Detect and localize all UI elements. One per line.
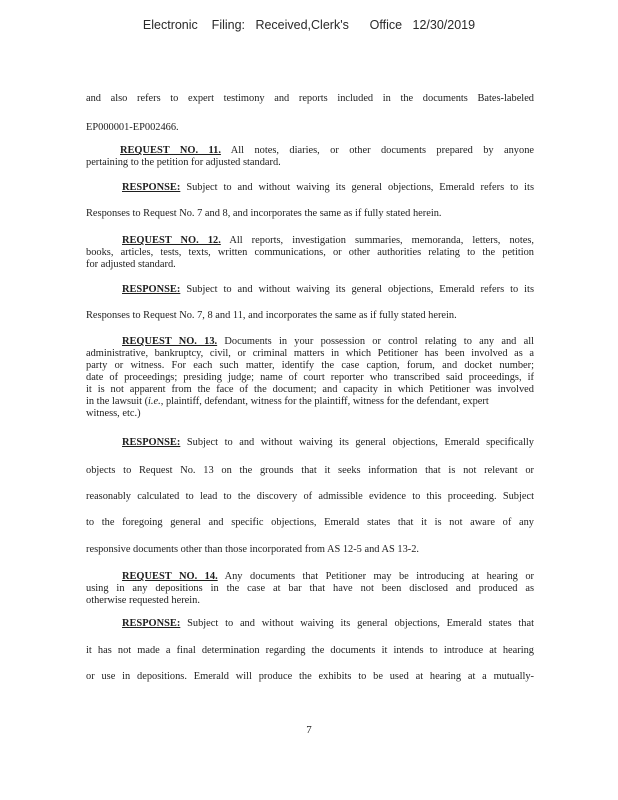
response-14-line bbox=[122, 618, 534, 630]
request-13-heading: REQUEST NO. 13. bbox=[122, 336, 218, 347]
request-13-line bbox=[122, 336, 534, 348]
text-line: to the foregoing general and specific objections, Emerald states that it is not aware of any bbox=[86, 517, 534, 528]
filing-stamp: Electronic Filing: Received,Clerk's Office 12/30/2019 bbox=[142, 18, 476, 32]
request-13-line6-end: plaintiff, defendant, witness for the plaintiff, witness for the defendant, expert bbox=[163, 396, 489, 407]
request-13-line6-start: in the lawsuit ( bbox=[86, 396, 149, 407]
text-line: pertaining to the petition for adjusted standard. bbox=[86, 157, 281, 168]
text-line: using in any depositions in the case at bar that have not been disclosed and produced as bbox=[86, 583, 534, 594]
response-12-line bbox=[122, 284, 534, 296]
response-14-text: Subject to and without waiving its general objections, Emerald states that bbox=[187, 618, 534, 629]
response-11-line bbox=[122, 182, 534, 194]
request-13-ie: i.e., bbox=[148, 396, 164, 407]
request-14-line bbox=[122, 571, 534, 583]
request-13-text: Documents in your possession or control relating to any and all bbox=[224, 336, 535, 347]
page-number: 7 bbox=[306, 724, 312, 736]
text-line: objects to Request No. 13 on the grounds that it seeks information that is not relevant or bbox=[86, 465, 534, 476]
text-line: and also refers to expert testimony and reports included in the documents Bates-labeled bbox=[86, 93, 534, 104]
text-line: books, articles, tests, texts, written communications, or other authorities relating to the petition bbox=[86, 247, 534, 258]
text-line: witness, etc.) bbox=[86, 408, 141, 419]
request-12-line bbox=[122, 235, 534, 247]
request-12-text: All reports, investigation summaries, memoranda, letters, notes, bbox=[229, 235, 534, 246]
text-line: responsive documents other than those incorporated from AS 12-5 and AS 13-2. bbox=[86, 544, 420, 555]
text-line: administrative, bankruptcy, civil, or criminal matters in which Petitioner has been involved as a bbox=[86, 348, 534, 359]
response-11-text: Subject to and without waiving its general objections, Emerald refers to its bbox=[186, 182, 534, 193]
request-14-heading: REQUEST NO. 14. bbox=[122, 571, 218, 582]
text-line bbox=[86, 396, 534, 408]
request-14-text: Any documents that Petitioner may be introducing at hearing or bbox=[224, 571, 534, 582]
text-line: reasonably calculated to lead to the discovery of admissible evidence to this proceeding. Subject bbox=[86, 491, 534, 502]
text-line: for adjusted standard. bbox=[86, 259, 176, 270]
response-11-heading: RESPONSE: bbox=[122, 182, 181, 193]
response-13-heading: RESPONSE: bbox=[122, 437, 181, 448]
response-12-heading: RESPONSE: bbox=[122, 284, 181, 295]
text-line: or use in depositions. Emerald will produce the exhibits to be used at hearing at a mutually- bbox=[86, 671, 534, 682]
text-line: otherwise requested herein. bbox=[86, 595, 200, 606]
text-line: Responses to Request No. 7 and 8, and incorporates the same as if fully stated herein. bbox=[86, 208, 442, 219]
text-line: it has not made a final determination regarding the documents it intends to introduce at hearing bbox=[86, 645, 534, 656]
request-11-line bbox=[120, 145, 534, 157]
request-12-heading: REQUEST NO. 12. bbox=[122, 235, 221, 246]
text-line: Responses to Request No. 7, 8 and 11, and incorporates the same as if fully stated herein. bbox=[86, 310, 457, 321]
response-12-text: Subject to and without waiving its general objections, Emerald refers to its bbox=[186, 284, 534, 295]
response-13-line bbox=[122, 437, 534, 449]
request-11-heading: REQUEST NO. 11. bbox=[120, 145, 221, 156]
text-line: date of proceedings; presiding judge; name of court reporter who transcribed said proceedings, if bbox=[86, 372, 534, 383]
text-line: it is not apparent from the face of the document; and capacity in which Petitioner was involved bbox=[86, 384, 534, 395]
request-11-text: All notes, diaries, or other documents prepared by anyone bbox=[230, 145, 535, 156]
text-line: party or witness. For each such matter, identify the case caption, forum, and docket number; bbox=[86, 360, 534, 371]
response-13-text: Subject to and without waiving its general objections, Emerald specifically bbox=[186, 437, 534, 448]
response-14-heading: RESPONSE: bbox=[122, 618, 181, 629]
text-line: EP000001-EP002466. bbox=[86, 122, 179, 133]
